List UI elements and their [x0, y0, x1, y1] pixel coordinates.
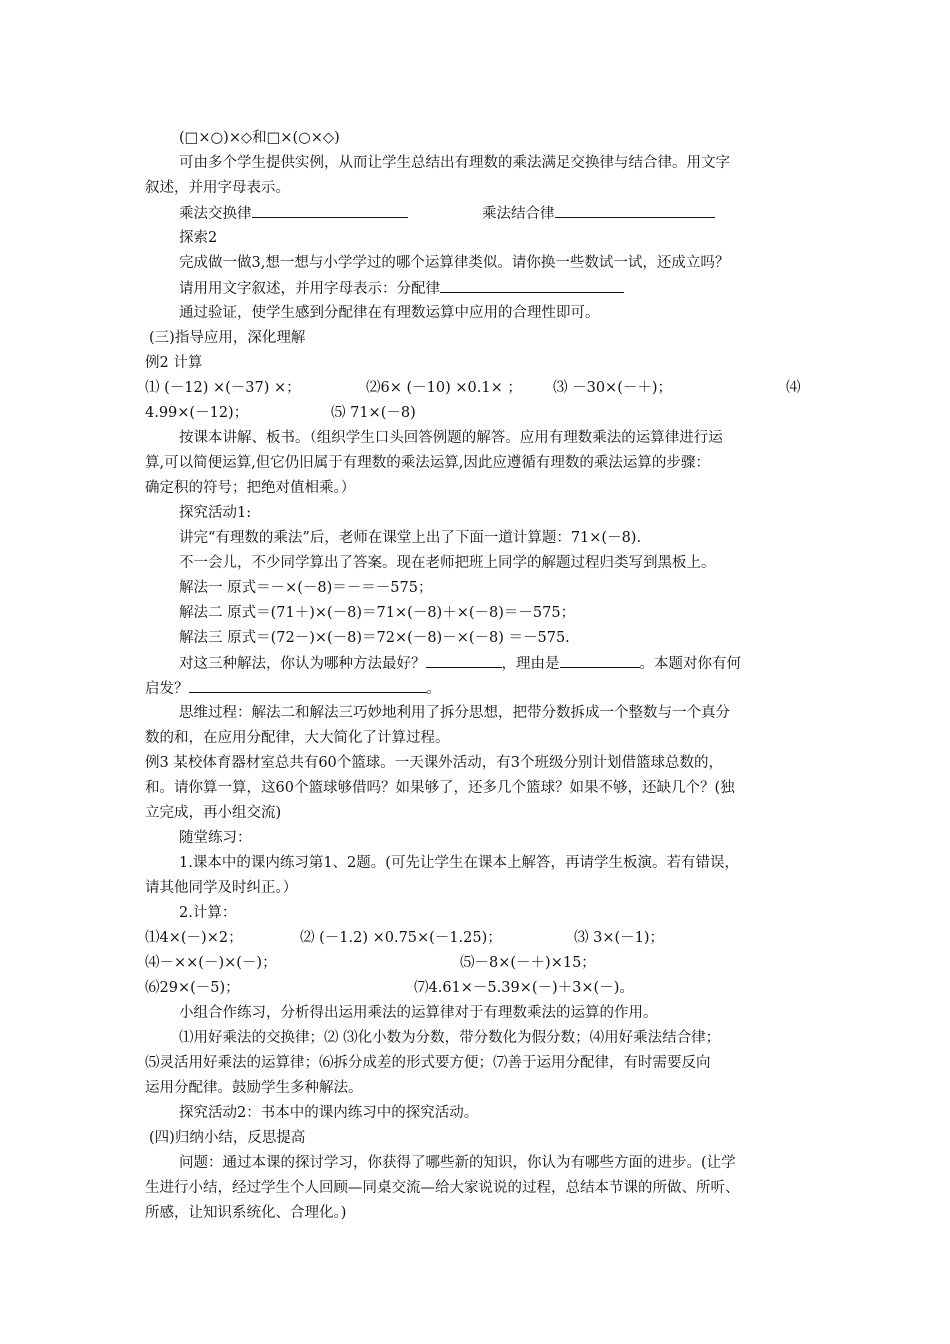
text-line: 运用分配律。鼓励学生多种解法。: [145, 1080, 363, 1096]
text-line: 可由多个学生提供实例，从而让学生总结出有理数的乘法满足交换律与结合律。用文字: [179, 155, 730, 171]
text-line: 算,可以简便运算,但它仍旧属于有理数的乘法运算,因此应遵循有理数的乘法运算的步骤：: [145, 455, 710, 471]
question-text: 启发？: [145, 681, 189, 697]
law-line: [482, 203, 715, 224]
text-line: 讲完“有理数的乘法”后，老师在课堂上出了下面一道计算题：71×(－8).: [179, 530, 642, 546]
solution-line: 解法三 原式＝(72－)×(－8)＝72×(－8)－×(－8) ＝－575.: [179, 630, 570, 646]
text-line: 所感，让知识系统化、合理化。): [145, 1205, 347, 1221]
text-line: 完成做一做3,想一想与小学学过的哪个运算律类似。请你换一些数试一试，还成立吗？: [179, 255, 730, 271]
text-line: 探究活动2：书本中的课内练习中的探究活动。: [179, 1105, 479, 1121]
solution-line: 解法二 原式＝(71＋)×(－8)＝71×(－8)＋×(－8)＝－575；: [179, 605, 576, 621]
text-line: 1.课本中的课内练习第1、2题。(可先让学生在课本上解答，再请学生板演。若有错误，: [179, 855, 739, 871]
question-text: 。: [426, 681, 441, 697]
text-line: [179, 278, 624, 299]
text-line: 生进行小结，经过学生个人回顾—同桌交流—给大家说说的过程，总结本节课的所做、所听、: [145, 1180, 740, 1196]
law-line: [179, 203, 408, 224]
answer-blank[interactable]: [426, 653, 502, 668]
text-line: ⑴用好乘法的交换律；⑵ ⑶化小数为分数，带分数化为假分数；⑷用好乘法结合律；: [179, 1030, 721, 1046]
text-line: 不一会儿，不少同学算出了答案。现在老师把班上同学的解题过程归类写到黑板上。: [179, 555, 716, 571]
problem-item: ⑶ －30×(－＋)；: [553, 380, 673, 396]
text-line: 叙述，并用字母表示。: [145, 180, 290, 196]
text-line: [145, 678, 441, 699]
text-line: (□×○)×◇和□×(○×◇): [179, 130, 340, 146]
example-heading: 例2 计算: [145, 355, 203, 371]
text-line: 问题：通过本课的探讨学习，你获得了哪些新的知识，你认为有哪些方面的进步。(让学: [179, 1155, 736, 1171]
answer-blank[interactable]: [440, 278, 624, 293]
question-text: 。本题对你有何: [639, 656, 741, 672]
example-heading: 例3 某校体育器材室总共有60个篮球。一天课外活动，有3个班级分别计划借篮球总数的，: [145, 755, 724, 771]
text-line: 和。请你算一算，这60个篮球够借吗？如果够了，还多几个篮球？如果不够，还缺几个？(独: [145, 780, 735, 796]
text-line: 请其他同学及时纠正。）: [145, 880, 298, 896]
distributive-label: 请用用文字叙述，并用字母表示：分配律: [179, 281, 440, 297]
text-line: 确定积的符号；把绝对值相乘。）: [145, 480, 356, 496]
answer-blank[interactable]: [252, 203, 408, 218]
associative-label: 乘法结合律: [482, 206, 555, 222]
problem-item: ⑷－××(－)×(－)；: [145, 955, 277, 971]
text-line: 通过验证，使学生感到分配律在有理数运算中应用的合理性即可。: [179, 305, 600, 321]
commutative-label: 乘法交换律: [179, 206, 252, 222]
problem-item: ⑸ 71×(－8): [331, 405, 416, 421]
text-line: 思维过程：解法二和解法三巧妙地利用了拆分思想，把带分数拆成一个整数与一个真分: [179, 705, 730, 721]
text-line: 数的和，在应用分配律，大大简化了计算过程。: [145, 730, 450, 746]
problem-item: 4.99×(－12)；: [145, 405, 249, 421]
text-line: 2.计算：: [179, 905, 237, 921]
problem-item: ⑵6× (－10) ×0.1× ；: [366, 380, 522, 396]
question-text: ，理由是: [501, 656, 560, 672]
problem-item: ⑹29×(－5)；: [145, 980, 240, 996]
problem-item: ⑶ 3×(－1)；: [574, 930, 665, 946]
problem-item: ⑺4.61×－5.39×(－)＋3×(－)。: [414, 980, 634, 996]
text-line: 按课本讲解、板书。（组织学生口头回答例题的解答。应用有理数乘法的运算律进行运: [179, 430, 723, 446]
problem-item: ⑸－8×(－＋)×15；: [460, 955, 596, 971]
section-label: 探索2: [179, 230, 218, 246]
section-heading: (三)指导应用，深化理解: [149, 330, 306, 346]
text-line: 小组合作练习，分析得出运用乘法的运算律对于有理数乘法的运算的作用。: [179, 1005, 658, 1021]
answer-blank[interactable]: [189, 678, 427, 693]
text-line: ⑸灵活用好乘法的运算律；⑹拆分成差的形式要方便；⑺善于运用分配律，有时需要反向: [145, 1055, 711, 1071]
section-label: 探究活动1:: [179, 505, 252, 521]
section-label: 随堂练习：: [179, 830, 252, 846]
problem-item: ⑴ (－12) ×(－37) ×；: [145, 380, 301, 396]
answer-blank[interactable]: [560, 653, 640, 668]
text-line: [179, 653, 741, 674]
question-text: 对这三种解法，你认为哪种方法最好？: [179, 656, 426, 672]
section-heading: (四)归纳小结，反思提高: [149, 1130, 306, 1146]
text-line: 立完成，再小组交流): [145, 805, 282, 821]
solution-line: 解法一 原式＝－×(－8)＝－＝－575；: [179, 580, 433, 596]
answer-blank[interactable]: [555, 203, 715, 218]
problem-item: ⑴4×(－)×2；: [145, 930, 243, 946]
problem-item: ⑷: [786, 380, 801, 396]
problem-item: ⑵ (－1.2) ×0.75×(－1.25)；: [300, 930, 502, 946]
